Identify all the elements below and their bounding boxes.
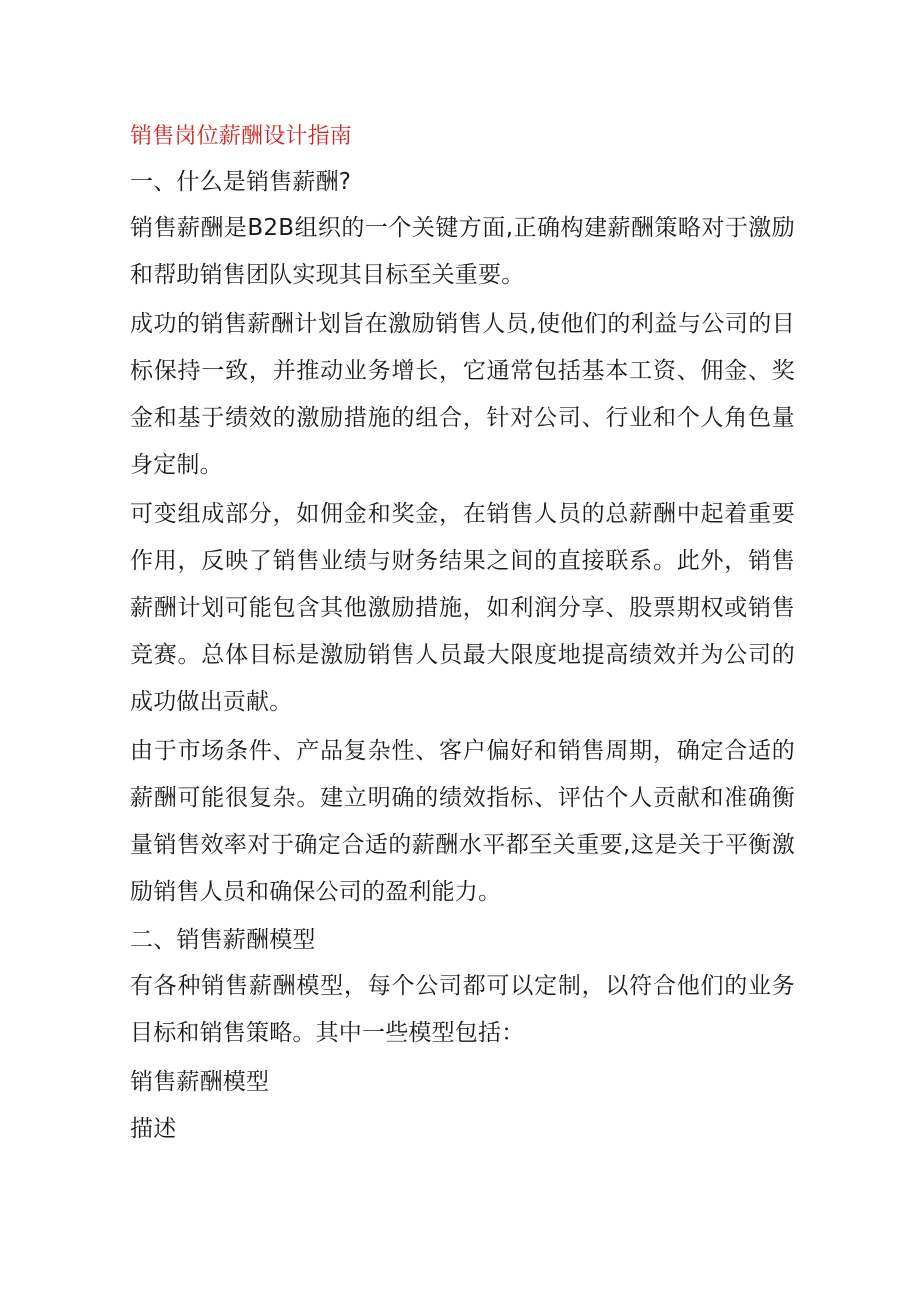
table-header-model: 销售薪酬模型 [130,1069,270,1095]
section-heading-2: 二、销售薪酬模型 [130,927,316,953]
section-heading-1: 一、什么是销售薪酬? [130,169,352,195]
table-header-description: 描述 [130,1116,177,1142]
document-body [130,116,795,1153]
paragraph-3: 可变组成部分，如佣金和奖金，在销售人员的总薪酬中起着重要作用，反映了销售业绩与财务结果之间的直接联系。此外，销售薪酬计划可能包含其他激励措施，如利润分享、股票期权或销售竞赛。总体目标是激励销售人员最大限度地提高绩效并为公司的成功做出贡献。 [130,501,795,715]
paragraph-5: 有各种销售薪酬模型，每个公司都可以定制，以符合他们的业务目标和销售策略。其中一些模型包括： [130,973,795,1046]
document-title: 销售岗位薪酬设计指南 [130,124,353,149]
paragraph-2: 成功的销售薪酬计划旨在激励销售人员,使他们的利益与公司的目标保持一致，并推动业务增长，它通常包括基本工资、佣金、奖金和基于绩效的激励措施的组合，针对公司、行业和个人角色量身定制。 [130,311,795,478]
paragraph-1: 销售薪酬是B2B组织的一个关键方面,正确构建薪酬策略对于激励和帮助销售团队实现其目标至关重要。 [130,215,795,288]
paragraph-4: 由于市场条件、产品复杂性、客户偏好和销售周期，确定合适的薪酬可能很复杂。建立明确的绩效指标、评估个人贡献和准确衡量销售效率对于确定合适的薪酬水平都至关重要,这是关于平衡激励销售人员和确保公司的盈利能力。 [130,738,795,905]
